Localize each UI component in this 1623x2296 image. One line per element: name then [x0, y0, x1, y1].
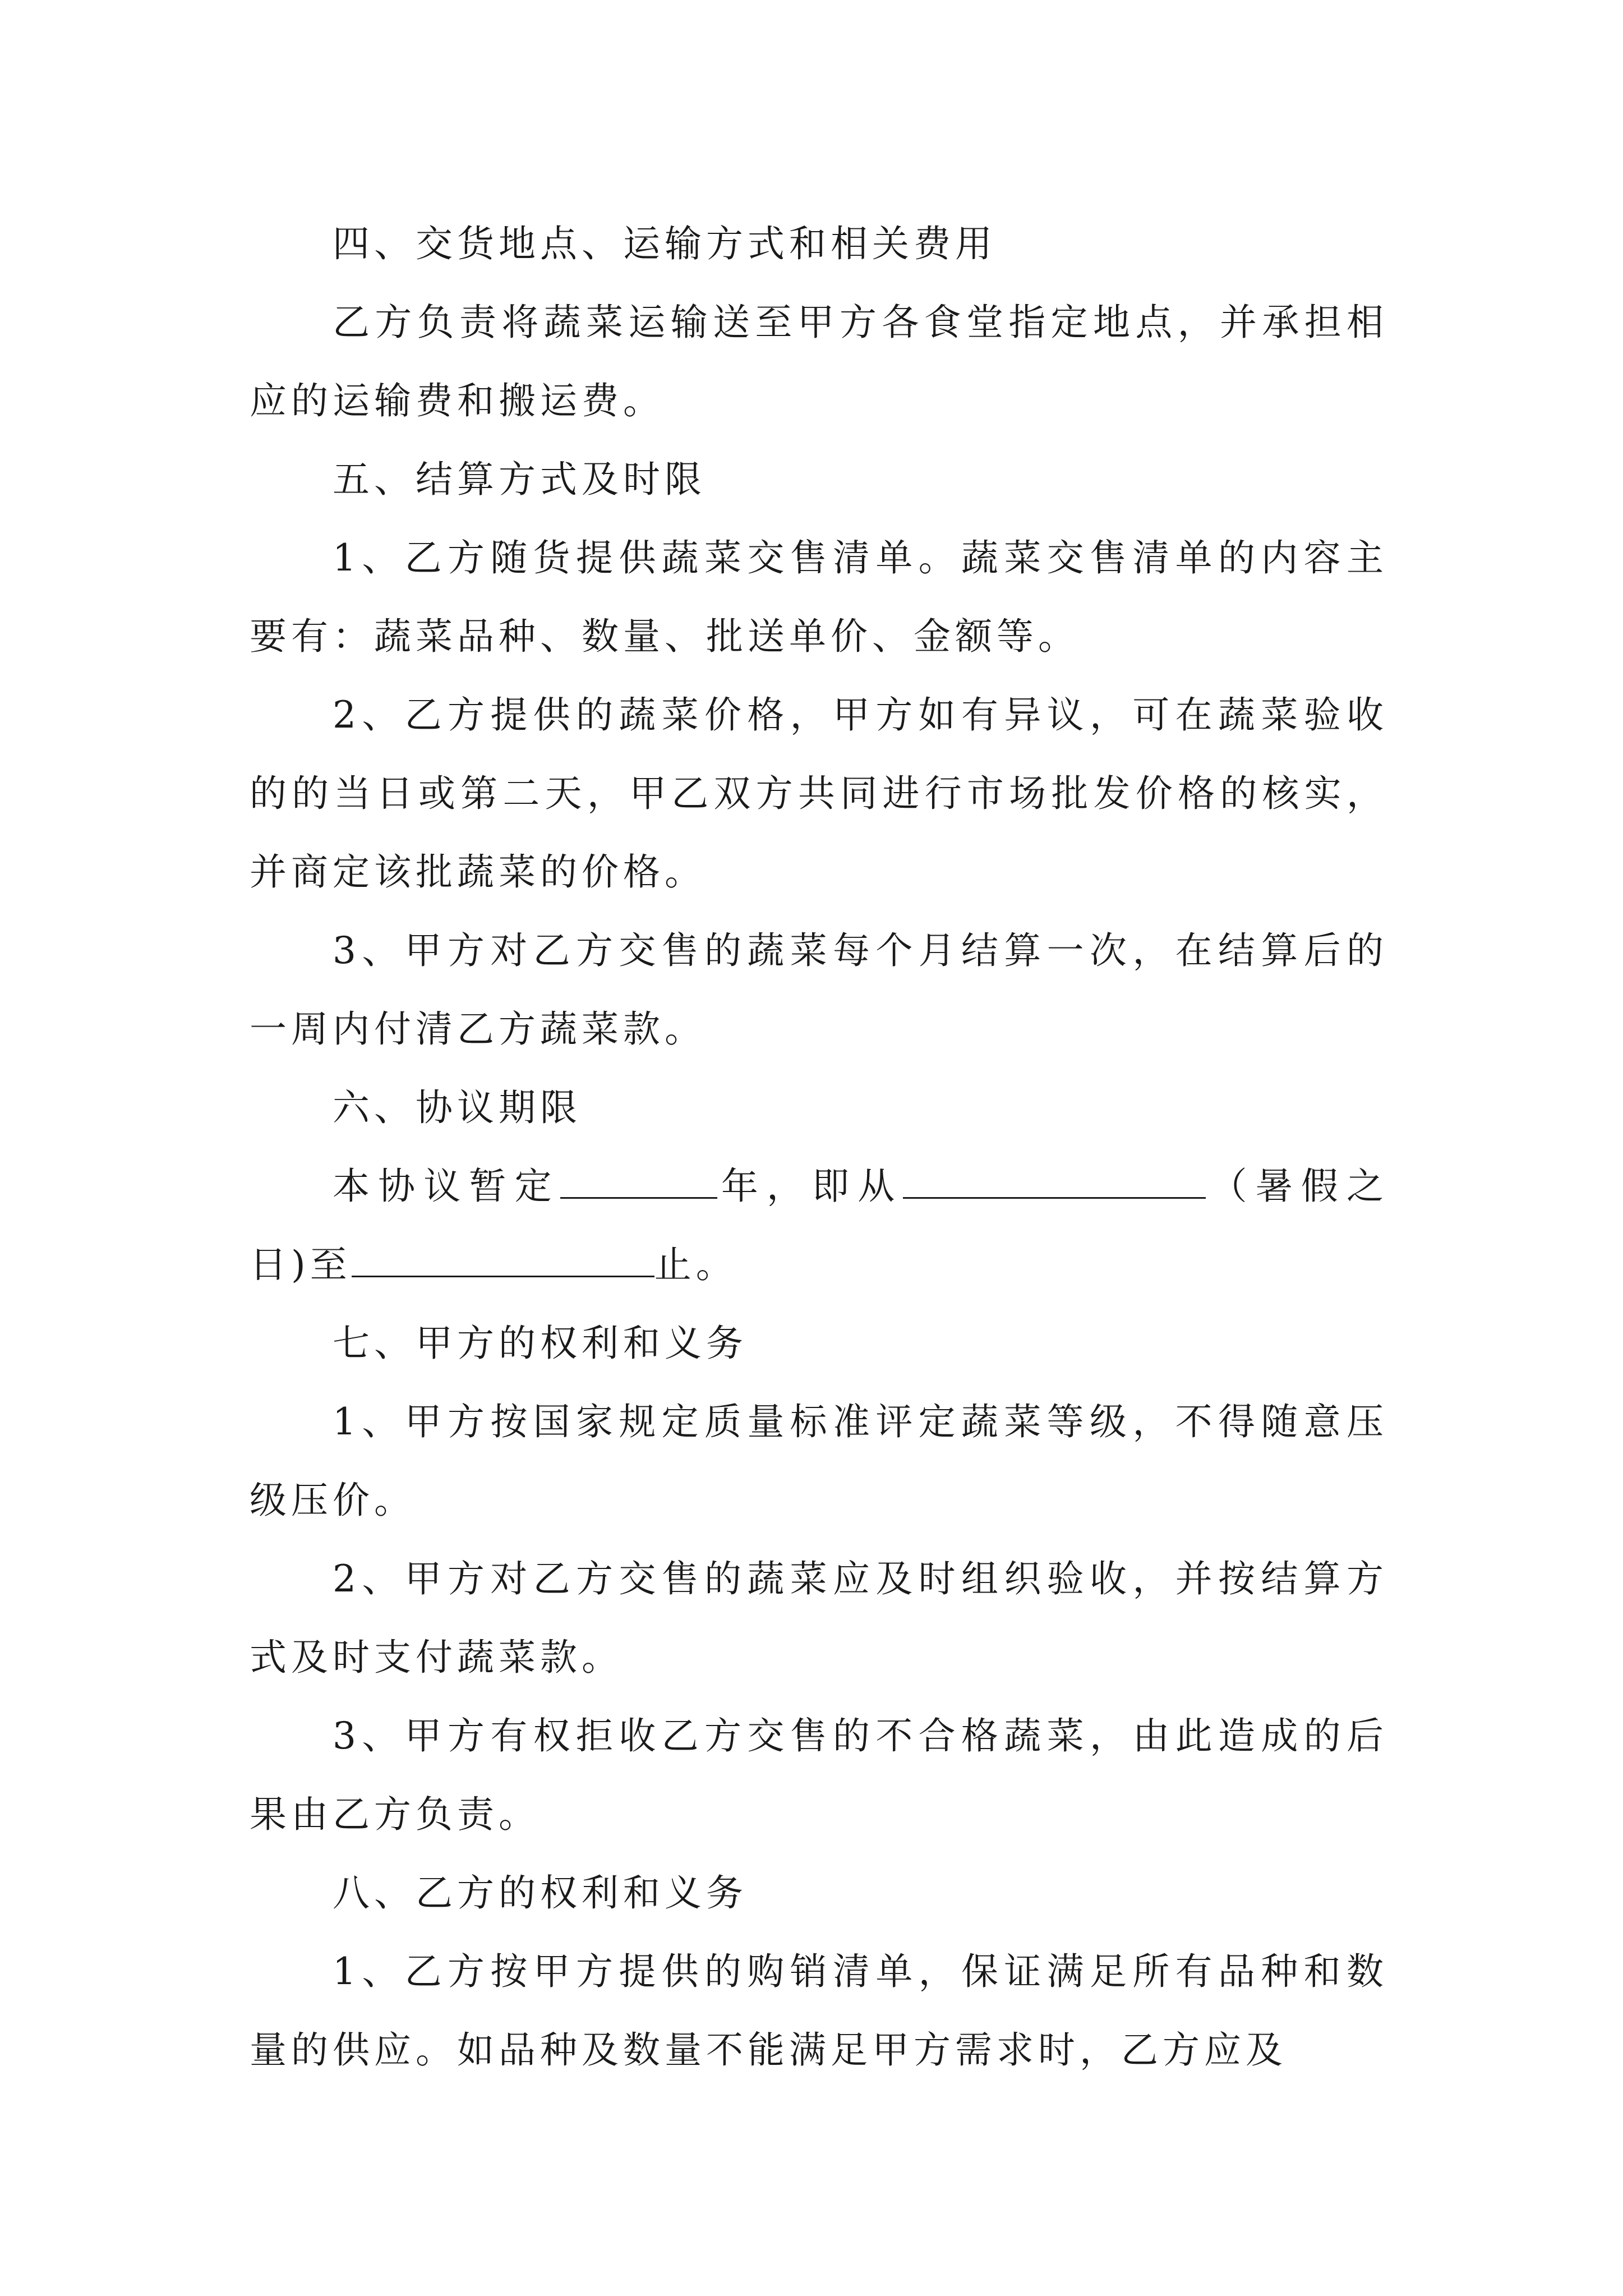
paragraph-party-a-2: 2、甲方对乙方交售的蔬菜应及时组织验收，并按结算方式及时支付蔬菜款。	[250, 1557, 1388, 1679]
term-years-blank	[560, 1160, 717, 1199]
term-text-1: 本协议暂定	[333, 1165, 560, 1208]
paragraph-settlement-2: 2、乙方提供的蔬菜价格，甲方如有异议，可在蔬菜验收的的当日或第二天，甲乙双方共同进行市场批发价格的核实，并商定该批蔬菜的价格。	[250, 693, 1388, 894]
section-heading-term: 六、协议期限	[333, 1086, 582, 1129]
term-text-4: 止。	[654, 1243, 737, 1286]
paragraph-delivery-terms: 乙方负责将蔬菜运输送至甲方各食堂指定地点，并承担相应的运输费和搬运费。	[250, 301, 1388, 422]
section-heading-settlement: 五、结算方式及时限	[333, 458, 706, 501]
term-text-3: （暑假之日)至	[250, 1165, 1389, 1286]
paragraph-party-a-3: 3、甲方有权拒收乙方交售的不合格蔬菜，由此造成的后果由乙方负责。	[250, 1714, 1388, 1836]
paragraph-term	[250, 1147, 1388, 1304]
section-heading-delivery: 四、交货地点、运输方式和相关费用	[333, 222, 997, 265]
term-start-date-blank	[903, 1160, 1206, 1199]
term-text-2: 年，即从	[717, 1165, 903, 1208]
section-heading-party-a: 七、甲方的权利和义务	[333, 1322, 748, 1365]
document-body	[250, 205, 1388, 2090]
term-end-date-blank	[352, 1239, 654, 1277]
paragraph-settlement-3: 3、甲方对乙方交售的蔬菜每个月结算一次，在结算后的一周内付清乙方蔬菜款。	[250, 929, 1388, 1051]
paragraph-party-a-1: 1、甲方按国家规定质量标准评定蔬菜等级，不得随意压级压价。	[250, 1400, 1388, 1522]
paragraph-party-b-1: 1、乙方按甲方提供的购销清单，保证满足所有品种和数量的供应。如品种及数量不能满足甲方需求时，乙方应及	[250, 1950, 1388, 2072]
paragraph-settlement-1: 1、乙方随货提供蔬菜交售清单。蔬菜交售清单的内容主要有：蔬菜品种、数量、批送单价、金额等。	[250, 536, 1388, 658]
section-heading-party-b: 八、乙方的权利和义务	[333, 1871, 748, 1915]
